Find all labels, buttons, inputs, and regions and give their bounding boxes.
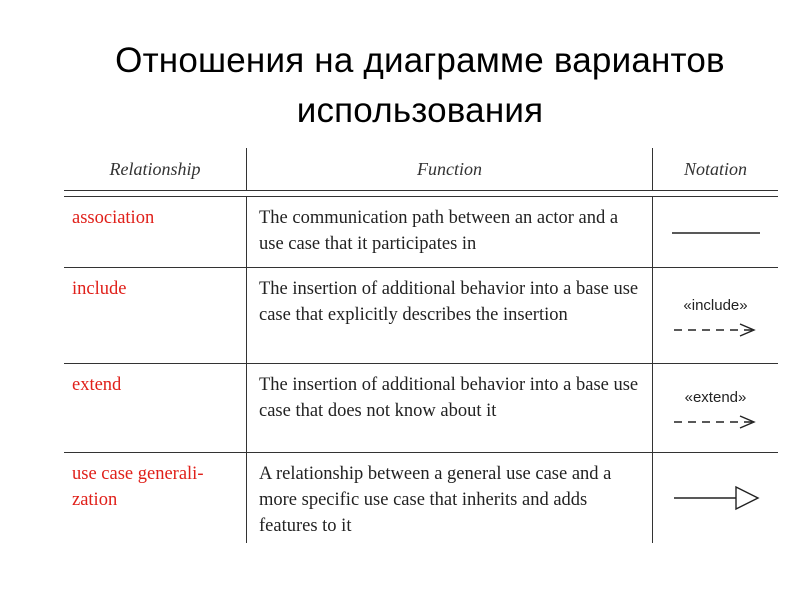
notation-cell bbox=[652, 453, 778, 543]
relationship-function: The insertion of additional behavior into a base use case that explicitly describes the insertion bbox=[246, 268, 652, 363]
header-function: Function bbox=[246, 148, 652, 190]
generalization-arrow-icon bbox=[668, 484, 764, 512]
dashed-arrow-icon bbox=[668, 413, 764, 431]
table-header-row bbox=[64, 148, 778, 190]
relationship-function: The insertion of additional behavior into a base use case that does not know about it bbox=[246, 364, 652, 452]
dashed-arrow-icon bbox=[668, 321, 764, 339]
header-relationship: Relationship bbox=[109, 158, 201, 179]
relationship-name: extend bbox=[72, 375, 122, 395]
relationship-name: association bbox=[72, 208, 155, 228]
header-double-rule bbox=[64, 190, 778, 197]
table-row bbox=[64, 364, 778, 453]
notation-cell bbox=[652, 364, 778, 452]
include-stereotype-label: «include» bbox=[683, 296, 748, 314]
page-title: Отношения на диаграмме вариантов использования bbox=[115, 41, 725, 130]
relationship-name: use case generali-zation bbox=[72, 464, 204, 510]
association-line-icon bbox=[668, 222, 764, 242]
relationship-name: include bbox=[72, 279, 127, 299]
notation-cell bbox=[652, 197, 778, 267]
relationship-function: A relationship between a general use case and a more specific use case that inherits and adds features to it bbox=[246, 453, 652, 543]
notation-cell bbox=[652, 268, 778, 363]
table-row bbox=[64, 268, 778, 364]
table-row bbox=[64, 197, 778, 268]
table-row bbox=[64, 453, 778, 543]
header-notation: Notation bbox=[652, 148, 778, 190]
relationships-table bbox=[64, 148, 778, 543]
extend-stereotype-label: «extend» bbox=[684, 389, 747, 406]
relationship-function: The communication path between an actor and a use case that it participates in bbox=[246, 197, 652, 267]
